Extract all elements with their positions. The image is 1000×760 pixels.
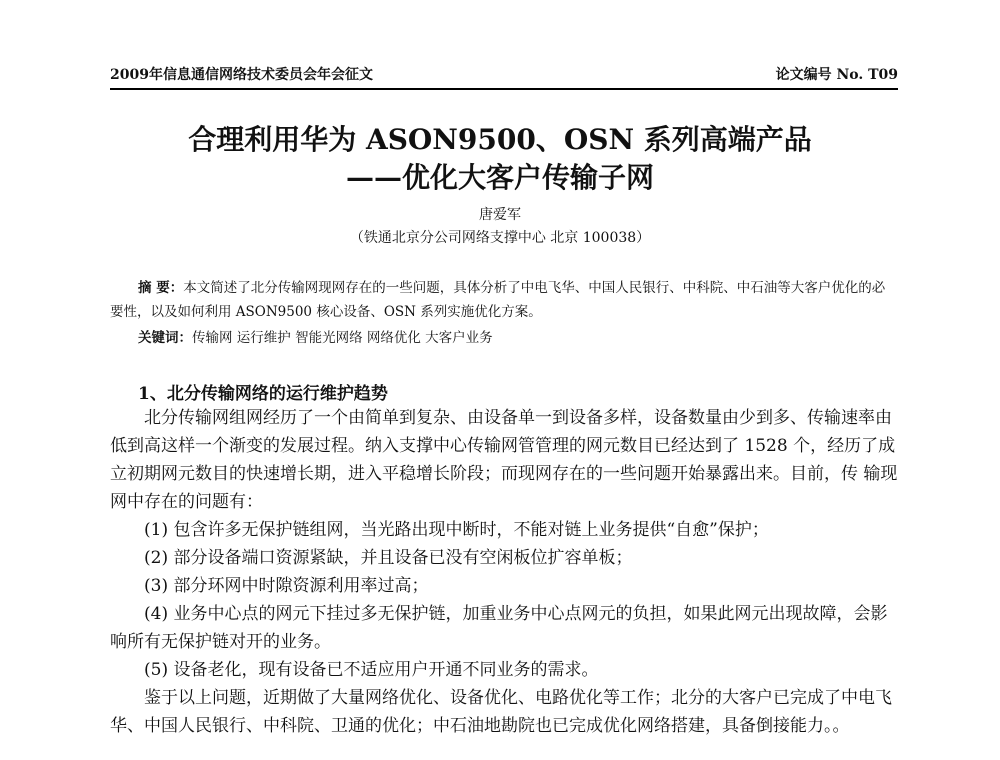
- paper-subtitle: ——优化大客户传输子网: [345, 161, 654, 194]
- keywords-label: 关键词：: [138, 330, 192, 346]
- list-item: (5) 设备老化，现有设备已不适应用户开通不同业务的需求。: [144, 660, 599, 680]
- keywords: [138, 326, 898, 346]
- abstract-label: 摘 要：: [138, 280, 184, 296]
- section-heading: 1、北分传输网络的运行维护趋势: [138, 384, 388, 404]
- section-body: [110, 404, 900, 740]
- keywords-text: 传输网 运行维护 智能光网络 网络优化 大客户业务: [192, 330, 493, 346]
- author-name: 唐爱军: [479, 207, 521, 223]
- paper-number: 论文编号 No. T09: [775, 67, 898, 83]
- running-header: [110, 64, 898, 88]
- body-paragraph: 鉴于以上问题，近期做了大量网络优化、设备优化、电路优化等工作；北分的大客户已完成了中电飞华、中国人民银行、中科院、卫通的优化；中石油地勘院也已完成优化网络搭建，具备倒接能力。。: [110, 688, 892, 736]
- header-rule: [110, 88, 898, 90]
- paper-title: 合理利用华为 ASON9500、OSN 系列高端产品: [188, 123, 812, 156]
- abstract-text: 本文简述了北分传输网现网存在的一些问题，具体分析了中电飞华、中国人民银行、中科院、中石油等大客户优化的必要性，以及如何利用 ASON9500 核心设备、OSN 系列实施优化方案。: [110, 280, 886, 320]
- list-item: (1) 包含许多无保护链组网，当光路出现中断时，不能对链上业务提供“自愈”保护；: [144, 520, 769, 540]
- list-item: (4) 业务中心点的网元下挂过多无保护链，加重业务中心点网元的负担，如果此网元出现故障，会影响所有无保护链对开的业务。: [110, 604, 888, 652]
- conference-name: 2009年信息通信网络技术委员会年会征文: [110, 67, 373, 83]
- list-item: (3) 部分环网中时隙资源利用率过高；: [144, 576, 429, 596]
- author-affiliation: （铁通北京分公司网络支撑中心 北京 100038）: [349, 230, 651, 246]
- list-item: (2) 部分设备端口资源紧缺，并且设备已没有空闲板位扩容单板；: [144, 548, 633, 568]
- body-paragraph: 北分传输网组网经历了一个由简单到复杂、由设备单一到设备多样，设备数量由少到多、传输速率由低到高这样一个渐变的发展过程。纳入支撑中心传输网管管理的网元数目已经达到了 1528 个，经历了成立初期网元数目的快速增长期，进入平稳增长阶段；而现网存在的一些问题开始暴露出来。目前，传 输现网中存在的问题有：: [110, 408, 898, 512]
- abstract: [110, 276, 898, 324]
